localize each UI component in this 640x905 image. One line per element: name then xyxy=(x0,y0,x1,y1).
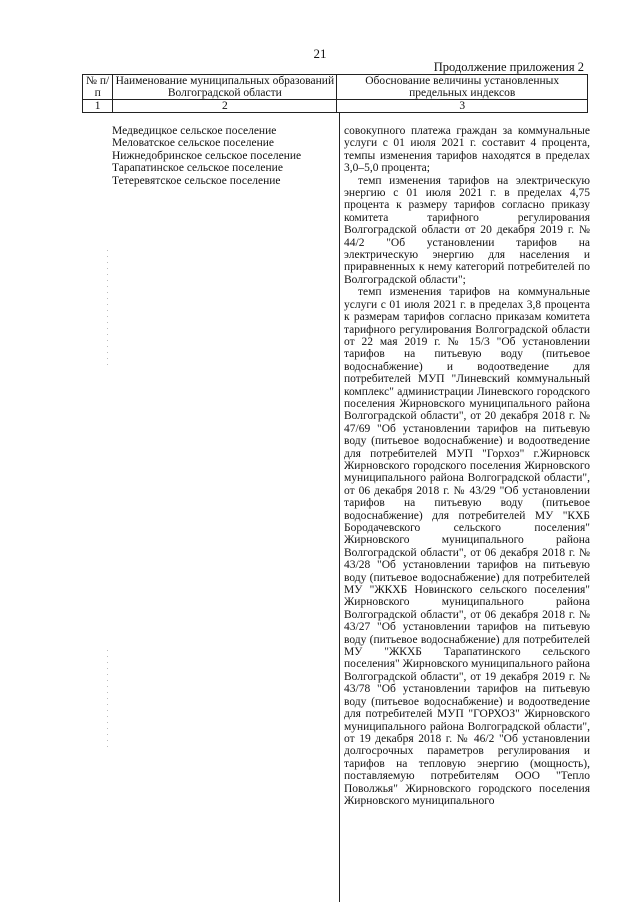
column-number-3: 3 xyxy=(337,100,588,113)
column-divider xyxy=(339,112,340,902)
scan-margin-dots xyxy=(107,250,108,370)
paragraph: темп изменения тарифов на коммунальные услуги с 01 июля 2021 г. в пределах 3,8 процента к размерам тарифов согласно приказам комитета тарифного регулирования Волгоградской области от 22 мая 2019 г. № 15/3 "Об установлении тарифов на питьевую воду (питьевое водоснабжение) и водоотведение для потребителей МУП "Линевский коммунальный комплекс" администрации Линевского городского поселения Жирновского муниципального района Волгоградской области", от 20 декабря 2018 г. № 47/69 "Об установлении тарифов на питьевую воду (питьевое водоснабжение) и водоотведение для потребителей МУП "Горхоз" г.Жирновск Жирновского городского поселения Жирновского муниципального района Волгоградской области", от 06 декабря 2018 г. № 43/29 "Об установлении тарифов на питьевую воду (питьевое водоснабжение) для потребителей МУ "КХБ Бородачевского сельского поселения" Жирновского муниципального района Волгоградской области", от 06 декабря 2018 г. № 43/28 "Об установлении тарифов на питьевую воду (питьевое водоснабжение) для потребителей МУ "ЖКХБ Новинского сельского поселения" Жирновского муниципального района Волгоградской области", от 06 декабря 2018 г. № 43/27 "Об установлении тарифов на питьевую воду (питьевое водоснабжение) для потребителей МУ "ЖКХБ Тарапатинского сельского поселения" Жирновского муниципального района Волгоградской области", от 19 декабря 2019 г. № 43/78 "Об установлении тарифов на питьевую воду (питьевое водоснабжение) и водоотведение для потребителей МУП "ГОРХОЗ" Жирновского муниципального района Волгоградской области", от 19 декабря 2018 г. № 46/2 "Об установлении долгосрочных параметров регулирования и тарифов на тепловую энергию (мощность), поставляемую потребителям ООО "Тепло Поволжья" Жирновского городского поселения Жирновского муниципального xyxy=(344,286,590,807)
column-number-2: 2 xyxy=(113,100,337,113)
appendix-continuation: Продолжение приложения 2 xyxy=(433,60,584,74)
page-number: 21 xyxy=(313,46,327,61)
basis-text xyxy=(344,125,590,807)
scan-margin-dots xyxy=(107,650,108,750)
list-item: Тетеревятское сельское поселение xyxy=(112,174,281,187)
column-number-1: 1 xyxy=(83,100,113,113)
list-item: Тарапатинское сельское поселение xyxy=(112,162,283,175)
municipality-list xyxy=(112,125,301,187)
header-municipality-name: Наименование муниципальных образований Волгоградской области xyxy=(113,75,337,100)
list-item: Медведицкое сельское поселение xyxy=(112,125,277,137)
table-column-number-row xyxy=(83,100,588,113)
list-item: Нижнедобринское сельское поселение xyxy=(112,149,302,162)
paragraph: совокупного платежа граждан за коммунальные услуги с 01 июля 2021 г. составит 4 процента, темпы изменения тарифов находятся в пределах 3,0–5,0 процента; xyxy=(344,125,590,175)
table-header-row xyxy=(83,75,588,100)
header-number: № п/п xyxy=(83,75,113,100)
header-basis: Обоснование величины установленных предельных индексов xyxy=(337,75,588,100)
paragraph: темп изменения тарифов на электрическую энергию с 01 июля 2021 г. в пределах 4,75 процента к размеру тарифов согласно приказу комитета тарифного регулирования Волгоградской области от 20 декабря 2019 г. № 44/2 "Об установлении тарифов на электрическую энергию для населения и приравненных к нему категорий потребителей по Волгоградской области"; xyxy=(344,174,590,286)
header-table xyxy=(82,74,588,113)
list-item: Меловатское сельское поселение xyxy=(112,137,274,150)
